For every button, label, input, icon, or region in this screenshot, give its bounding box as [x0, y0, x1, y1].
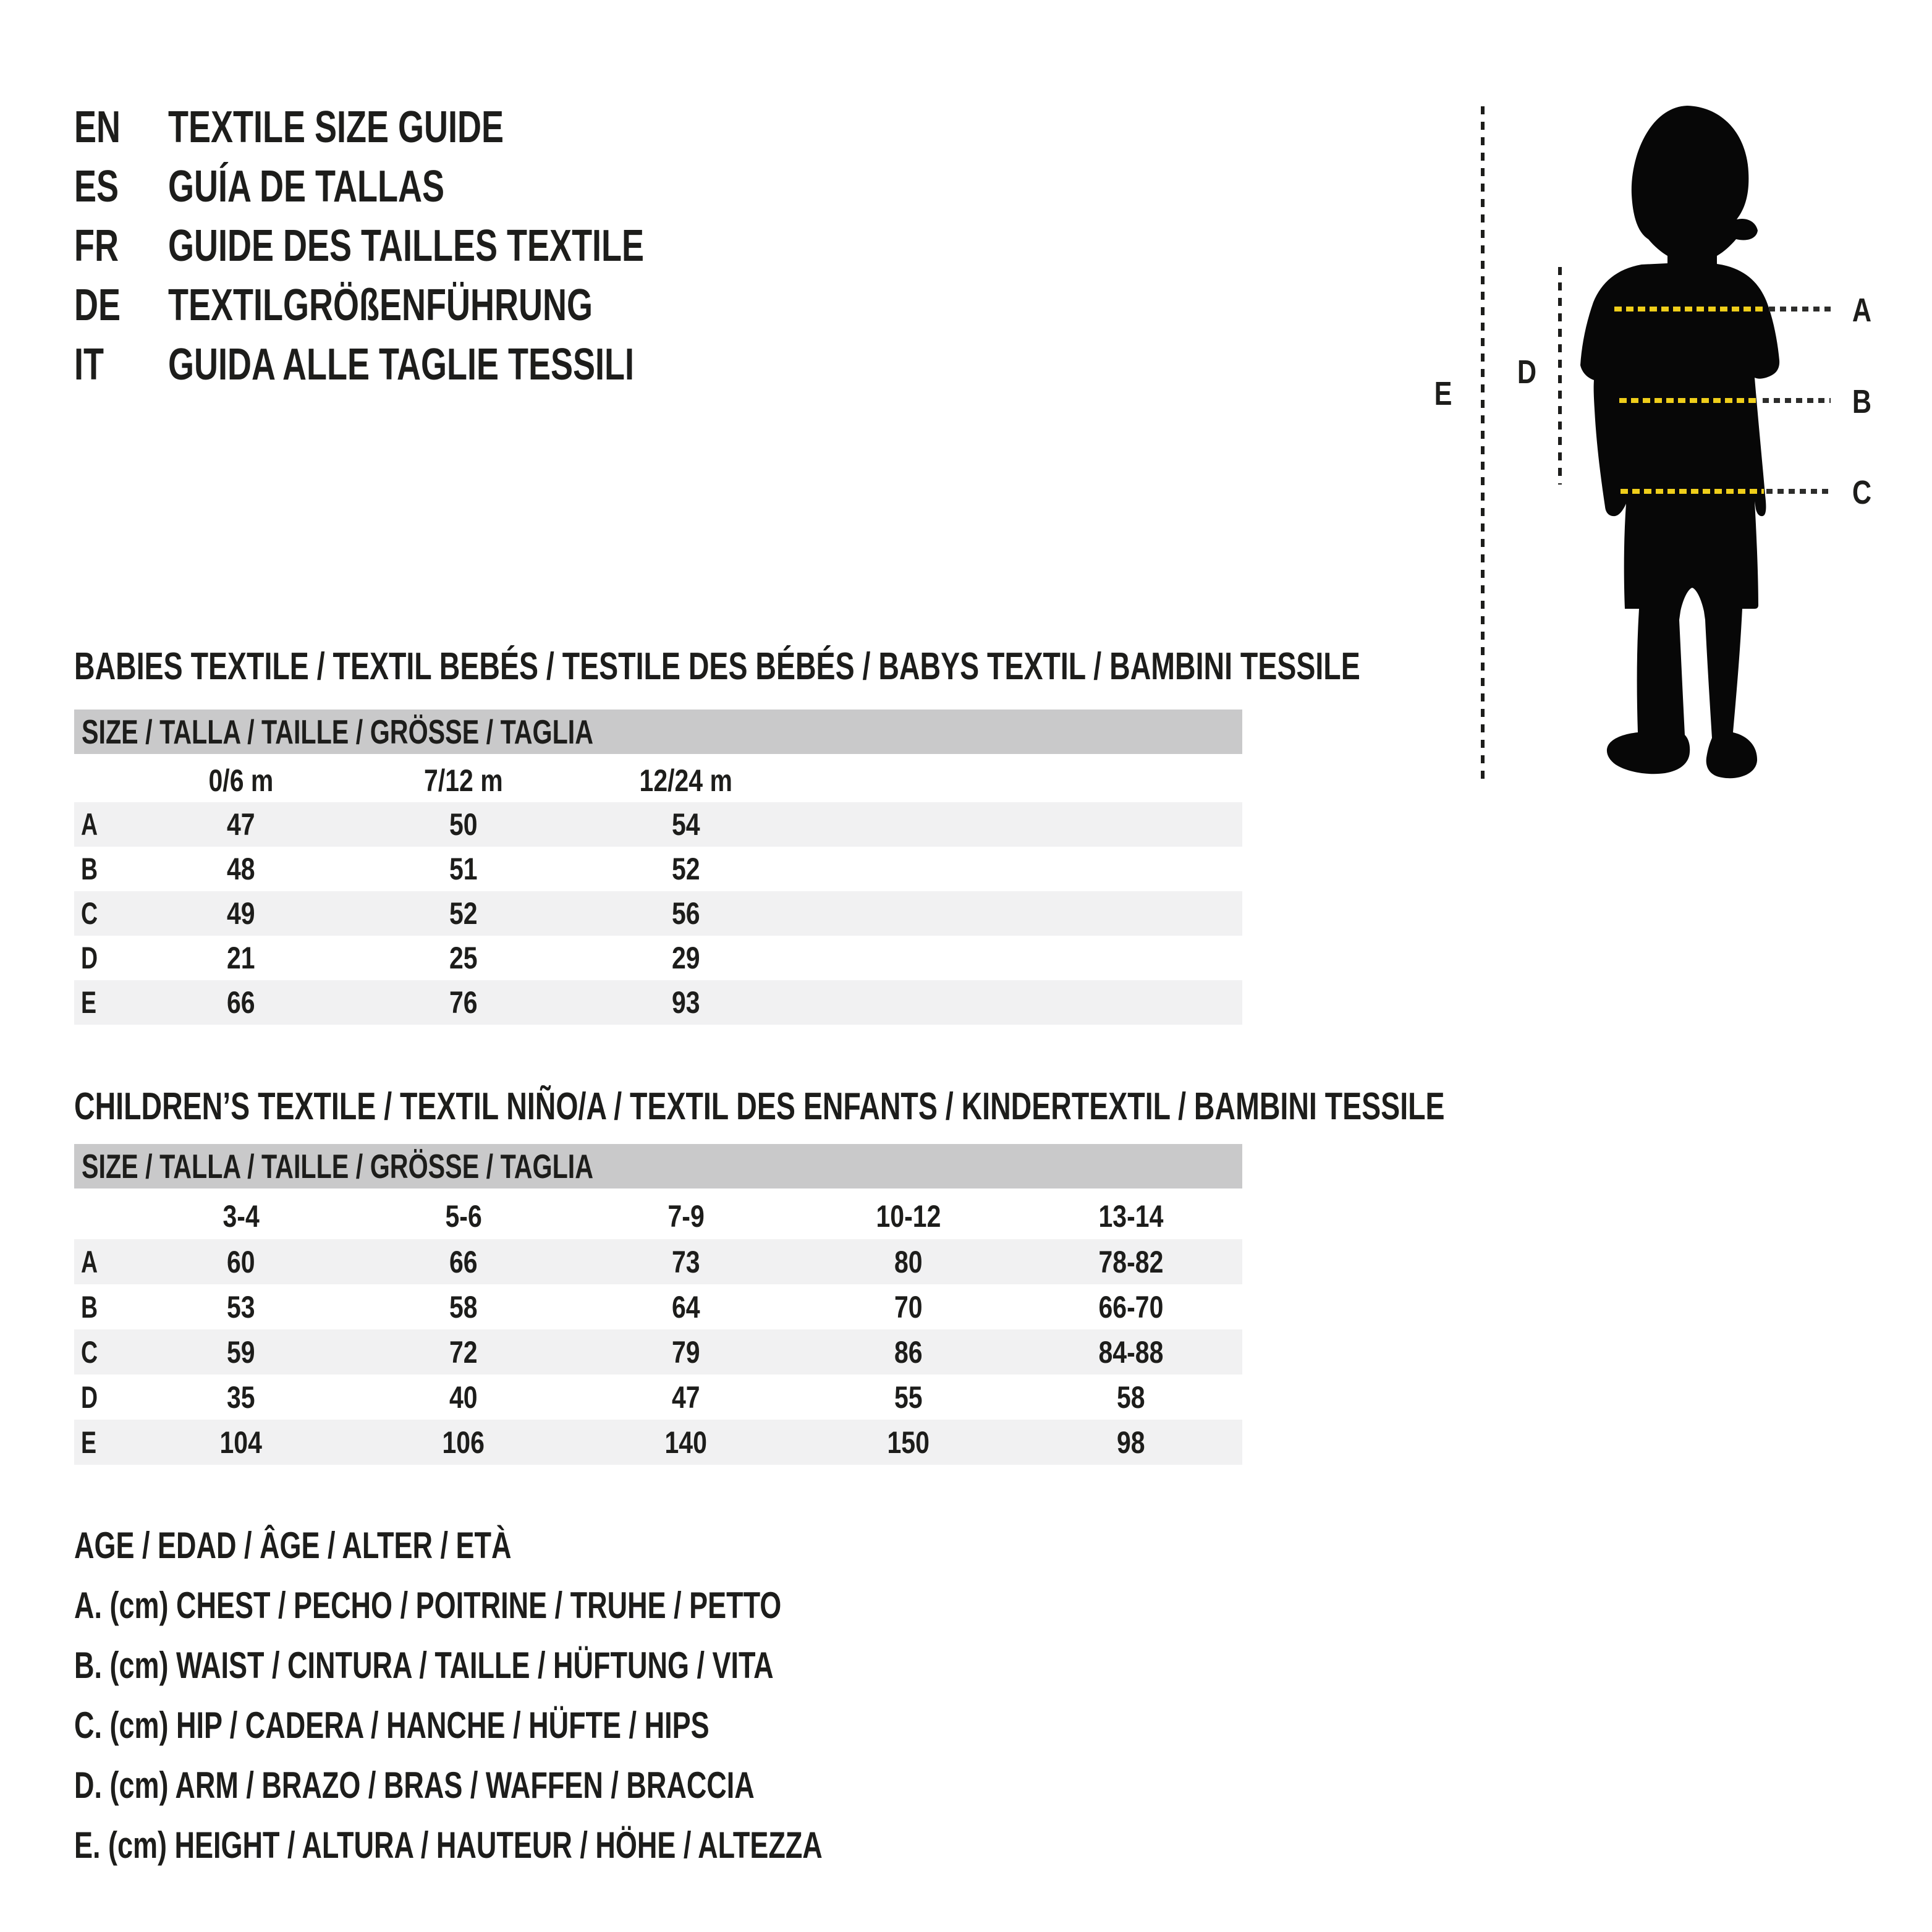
- cell-value: 60: [227, 1244, 255, 1279]
- cell-value: 66: [449, 1244, 478, 1279]
- children-column-header: [1020, 1198, 1242, 1234]
- column-header-text: 5-6: [445, 1199, 482, 1234]
- row-label-text: B: [81, 852, 98, 886]
- babies-section-heading-text: BABIES TEXTILE / TEXTIL BEBÉS / TESTILE DES BÉBÉS / BABYS TEXTIL / BAMBINI TESSILE: [74, 645, 1360, 688]
- chest-label: [1839, 293, 1884, 328]
- table-cell: [575, 985, 797, 1020]
- arm-measure-dotted-line: [1558, 267, 1562, 485]
- cell-value: 52: [449, 896, 478, 931]
- cell-value: 48: [227, 852, 255, 886]
- cell-value: 80: [894, 1244, 923, 1279]
- table-cell: [575, 1425, 797, 1460]
- table-cell: [797, 1244, 1020, 1280]
- table-cell: [797, 1289, 1020, 1325]
- children-size-header-text: SIZE / TALLA / TAILLE / GRÖSSE / TAGLIA: [82, 1147, 594, 1185]
- table-row: [74, 980, 1242, 1025]
- arm-label: [1504, 355, 1549, 389]
- language-code-text: ES: [74, 162, 119, 211]
- row-label-text: C: [81, 896, 98, 931]
- cell-value: 66: [227, 985, 255, 1020]
- language-row-fr: [74, 216, 803, 276]
- legend-line-hip: [74, 1695, 1072, 1755]
- table-cell: [130, 896, 352, 931]
- babies-table-header-row: [74, 759, 1242, 802]
- column-header-text: 7/12 m: [424, 763, 503, 798]
- cell-value: 58: [1117, 1379, 1145, 1415]
- table-cell: [130, 1244, 352, 1280]
- language-row-es: [74, 157, 803, 216]
- language-code-text: FR: [74, 221, 119, 271]
- babies-size-header-text: SIZE / TALLA / TAILLE / GRÖSSE / TAGLIA: [82, 713, 594, 751]
- babies-section-heading: [74, 643, 1789, 690]
- table-cell: [352, 807, 575, 842]
- row-label: [74, 985, 130, 1020]
- legend-text: E. (cm) HEIGHT / ALTURA / HAUTEUR / HÖHE / ALTEZZA: [74, 1824, 823, 1866]
- language-code: [74, 280, 168, 331]
- language-title: TEXTILGRÖßENFÜHRUNG: [168, 281, 593, 330]
- children-column-header: [352, 1198, 575, 1234]
- cell-value: 47: [227, 807, 255, 842]
- table-cell: [130, 807, 352, 842]
- row-label: [74, 1289, 130, 1325]
- cell-value: 79: [672, 1334, 700, 1370]
- language-title-list: [74, 98, 803, 394]
- language-title: GUÍA DE TALLAS: [168, 162, 444, 211]
- legend-line-chest: [74, 1575, 1072, 1635]
- table-cell: [130, 940, 352, 976]
- cell-value: 104: [219, 1425, 263, 1460]
- language-row-it: [74, 335, 803, 394]
- table-cell: [1020, 1289, 1242, 1325]
- cell-value: 25: [449, 941, 478, 975]
- table-cell: [1020, 1379, 1242, 1415]
- table-cell: [352, 896, 575, 931]
- children-size-header-bar: [74, 1144, 1242, 1188]
- row-label: [74, 896, 130, 931]
- cell-value: 21: [227, 941, 255, 975]
- babies-size-header-bar: [74, 710, 1242, 754]
- children-table-header-row: [74, 1193, 1242, 1239]
- babies-column-header: [352, 763, 575, 799]
- table-row: [74, 1239, 1242, 1284]
- column-header-text: 3-4: [222, 1199, 260, 1234]
- language-code: [74, 102, 168, 153]
- table-cell: [130, 851, 352, 887]
- legend-text: D. (cm) ARM / BRAZO / BRAS / WAFFEN / BRACCIA: [74, 1765, 755, 1806]
- chest-line-yellow: [1614, 307, 1766, 311]
- table-cell: [1020, 1425, 1242, 1460]
- row-label: [74, 940, 130, 976]
- cell-value: 86: [894, 1334, 923, 1370]
- row-label-text: A: [81, 807, 98, 842]
- column-header-text: 13-14: [1098, 1199, 1164, 1234]
- cell-value: 76: [449, 985, 478, 1020]
- cell-value: 59: [227, 1334, 255, 1370]
- language-title: TEXTILE SIZE GUIDE: [168, 103, 504, 152]
- hip-label-text: C: [1852, 474, 1871, 511]
- table-cell: [575, 1289, 797, 1325]
- row-label-text: D: [81, 941, 98, 975]
- cell-value: 58: [449, 1289, 478, 1324]
- table-cell: [575, 940, 797, 976]
- cell-value: 106: [442, 1425, 485, 1460]
- row-label: [74, 1379, 130, 1415]
- table-cell: [797, 1334, 1020, 1370]
- cell-value: 140: [664, 1425, 708, 1460]
- babies-column-header: [575, 763, 797, 799]
- measurement-legend: [74, 1515, 1072, 1875]
- table-cell: [575, 851, 797, 887]
- cell-value: 50: [449, 807, 478, 842]
- cell-value: 93: [672, 985, 700, 1020]
- waist-line-leader: [1763, 398, 1831, 403]
- row-label-text: C: [81, 1334, 98, 1370]
- children-size-table: [74, 1193, 1242, 1465]
- cell-value: 53: [227, 1289, 255, 1324]
- table-cell: [797, 1379, 1020, 1415]
- legend-line-height: [74, 1815, 1072, 1875]
- cell-value: 78-82: [1098, 1244, 1164, 1279]
- table-row: [74, 1329, 1242, 1375]
- table-cell: [130, 1425, 352, 1460]
- legend-line-age: [74, 1515, 1072, 1575]
- table-row: [74, 891, 1242, 936]
- language-code: [74, 339, 168, 390]
- row-label: [74, 1425, 130, 1460]
- table-cell: [575, 896, 797, 931]
- cell-value: 70: [894, 1289, 923, 1324]
- column-header-text: 0/6 m: [208, 763, 274, 798]
- row-label: [74, 1244, 130, 1280]
- waist-label-text: B: [1852, 383, 1871, 420]
- table-cell: [130, 1289, 352, 1325]
- height-label: [1421, 376, 1465, 411]
- children-section-heading-text: CHILDREN’S TEXTILE / TEXTIL NIÑO/A / TEXTIL DES ENFANTS / KINDERTEXTIL / BAMBINI TESSILE: [74, 1085, 1445, 1128]
- row-label-text: E: [81, 1425, 97, 1460]
- table-cell: [797, 1425, 1020, 1460]
- cell-value: 56: [672, 896, 700, 931]
- babies-column-header: [130, 763, 352, 799]
- table-row: [74, 802, 1242, 847]
- waist-line-yellow: [1619, 398, 1760, 403]
- cell-value: 150: [887, 1425, 930, 1460]
- cell-value: 51: [449, 852, 478, 886]
- children-section-heading: [74, 1083, 1902, 1130]
- babies-size-table: [74, 759, 1242, 1025]
- table-cell: [130, 985, 352, 1020]
- row-label-text: B: [81, 1289, 98, 1324]
- chest-line-leader: [1769, 307, 1831, 311]
- legend-text: A. (cm) CHEST / PECHO / POITRINE / TRUHE / PETTO: [74, 1585, 782, 1626]
- table-cell: [352, 1334, 575, 1370]
- cell-value: 84-88: [1098, 1334, 1164, 1370]
- table-row: [74, 1420, 1242, 1465]
- cell-value: 40: [449, 1379, 478, 1415]
- table-cell: [575, 1379, 797, 1415]
- height-label-text: E: [1434, 375, 1452, 412]
- hip-line-yellow: [1621, 489, 1764, 494]
- table-row: [74, 936, 1242, 980]
- row-label-text: A: [81, 1244, 98, 1279]
- waist-label: [1839, 384, 1884, 419]
- table-cell: [575, 807, 797, 842]
- column-header-text: 12/24 m: [639, 763, 733, 798]
- table-cell: [352, 985, 575, 1020]
- language-code: [74, 221, 168, 271]
- language-code-text: DE: [74, 281, 121, 330]
- children-column-header: [797, 1198, 1020, 1234]
- cell-value: 55: [894, 1379, 923, 1415]
- table-row: [74, 1375, 1242, 1420]
- language-code: [74, 161, 168, 212]
- table-cell: [575, 1244, 797, 1280]
- language-title: GUIDA ALLE TAGLIE TESSILI: [168, 340, 634, 389]
- legend-text: AGE / EDAD / ÂGE / ALTER / ETÀ: [74, 1525, 512, 1566]
- row-label-text: E: [81, 985, 97, 1020]
- row-label: [74, 1334, 130, 1370]
- legend-text: C. (cm) HIP / CADERA / HANCHE / HÜFTE / HIPS: [74, 1705, 710, 1746]
- legend-text: B. (cm) WAIST / CINTURA / TAILLE / HÜFTUNG / VITA: [74, 1645, 774, 1686]
- language-row-en: [74, 98, 803, 157]
- table-cell: [352, 1244, 575, 1280]
- table-cell: [352, 1289, 575, 1325]
- children-column-header: [130, 1198, 352, 1234]
- row-label-text: D: [81, 1379, 98, 1415]
- table-row: [74, 1284, 1242, 1329]
- table-cell: [1020, 1334, 1242, 1370]
- table-cell: [352, 1379, 575, 1415]
- cell-value: 98: [1117, 1425, 1145, 1460]
- cell-value: 47: [672, 1379, 700, 1415]
- arm-label-text: D: [1517, 354, 1536, 391]
- table-cell: [575, 1334, 797, 1370]
- chest-label-text: A: [1852, 292, 1871, 329]
- legend-line-arm: [74, 1755, 1072, 1815]
- table-cell: [130, 1379, 352, 1415]
- language-title: GUIDE DES TAILLES TEXTILE: [168, 221, 645, 271]
- column-header-text: 10-12: [876, 1199, 941, 1234]
- cell-value: 54: [672, 807, 700, 842]
- table-cell: [130, 1334, 352, 1370]
- hip-line-leader: [1766, 489, 1831, 494]
- language-code-text: IT: [74, 340, 104, 389]
- cell-value: 73: [672, 1244, 700, 1279]
- cell-value: 35: [227, 1379, 255, 1415]
- table-cell: [352, 1425, 575, 1460]
- cell-value: 72: [449, 1334, 478, 1370]
- cell-value: 49: [227, 896, 255, 931]
- cell-value: 52: [672, 852, 700, 886]
- children-column-header: [575, 1198, 797, 1234]
- table-cell: [1020, 1244, 1242, 1280]
- language-row-de: [74, 276, 803, 335]
- column-header-text: 7-9: [667, 1199, 705, 1234]
- table-row: [74, 847, 1242, 891]
- table-cell: [352, 940, 575, 976]
- hip-label: [1839, 475, 1884, 510]
- language-code-text: EN: [74, 103, 121, 152]
- row-label: [74, 807, 130, 842]
- cell-value: 66-70: [1098, 1289, 1164, 1324]
- cell-value: 64: [672, 1289, 700, 1324]
- legend-line-waist: [74, 1635, 1072, 1695]
- row-label: [74, 851, 130, 887]
- table-cell: [352, 851, 575, 887]
- cell-value: 29: [672, 941, 700, 975]
